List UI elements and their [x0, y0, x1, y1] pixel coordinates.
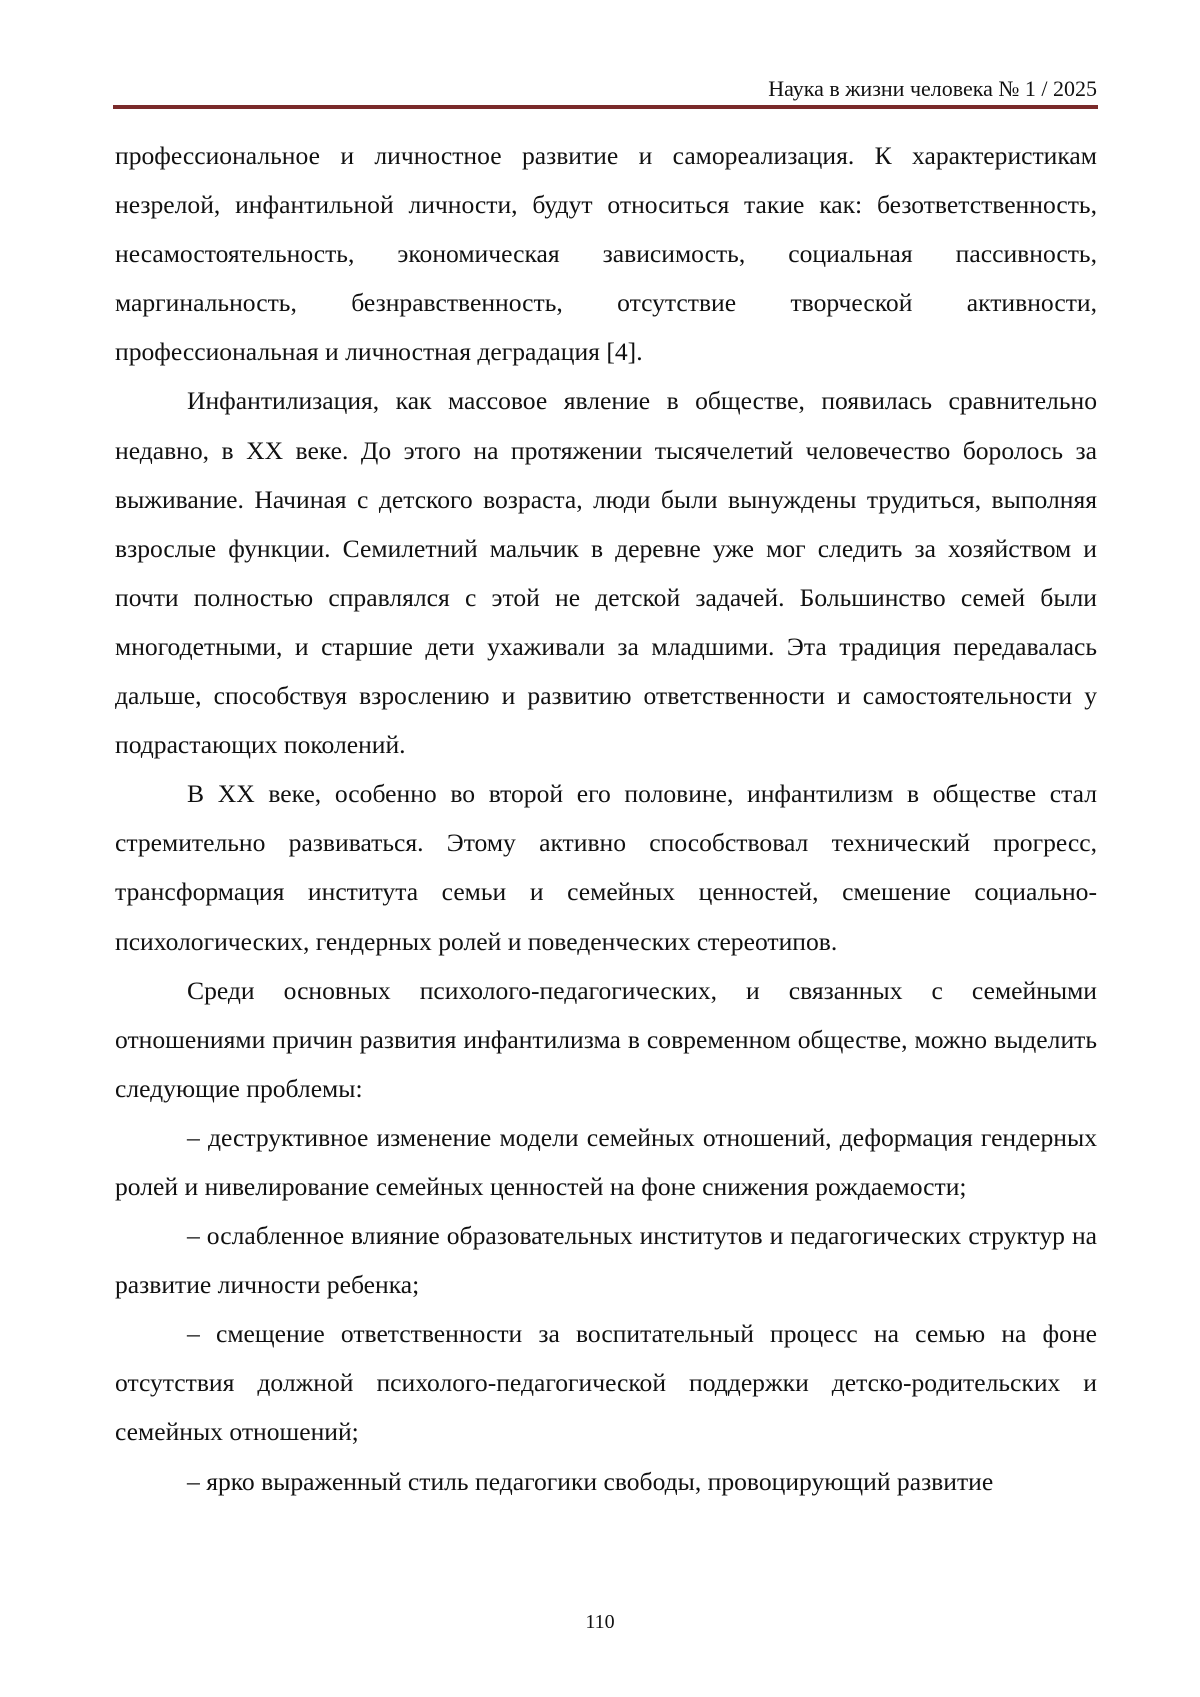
list-item: – ослабленное влияние образовательных институтов и педагогических структур на развитие личности ребенка;	[115, 1221, 1097, 1300]
running-header	[115, 72, 1097, 106]
list-item: – деструктивное изменение модели семейных отношений, деформация гендерных ролей и нивелирование семейных ценностей на фоне снижения рождаемости;	[115, 1122, 1097, 1201]
paragraph: В XX веке, особенно во второй его половине, инфантилизм в обществе стал стремительно развиваться. Этому активно способствовал технический прогресс, трансформация института семьи и семейных ценностей, смешение социально-психологических, гендерных ролей и поведенческих стереотипов.	[115, 779, 1097, 956]
paragraph: Инфантилизация, как массовое явление в обществе, появилась сравнительно недавно, в XX веке. До этого на протяжении тысячелетий человечество боролось за выживание. Начиная с детского возраста, люди были вынуждены трудиться, выполняя взрослые функции. Семилетний мальчик в деревне уже мог следить за хозяйством и почти полностью справлялся с этой не детской задачей. Большинство семей были многодетными, и старшие дети ухаживали за младшими. Эта традиция передавалась дальше, способствуя взрослению и развитию ответственности и самостоятельности у подрастающих поколений.	[115, 386, 1097, 760]
paragraph: Среди основных психолого-педагогических, и связанных с семейными отношениями причин развития инфантилизма в современном обществе, можно выделить следующие проблемы:	[115, 975, 1097, 1103]
journal-title: Наука в жизни человека № 1 / 2025	[768, 76, 1097, 101]
list-item: – ярко выраженный стиль педагогики свободы, провоцирующий развитие	[187, 1466, 994, 1496]
list-item: – смещение ответственности за воспитательный процесс на семью на фоне отсутствия должной психолого-педагогической поддержки детско-родительских и семейных отношений;	[115, 1319, 1097, 1447]
body-text	[115, 131, 1097, 1506]
paragraph: профессиональное и личностное развитие и самореализация. К характеристикам незрелой, инфантильной личности, будут относиться такие как: безответственность, несамостоятельность, экономическая зависимость, социальная пассивность, маргинальность, безнравственность, отсутствие творческой активности, профессиональная и личностная деградация [4].	[115, 141, 1097, 367]
page-number: 110	[585, 1611, 615, 1633]
header-divider	[113, 105, 1098, 109]
